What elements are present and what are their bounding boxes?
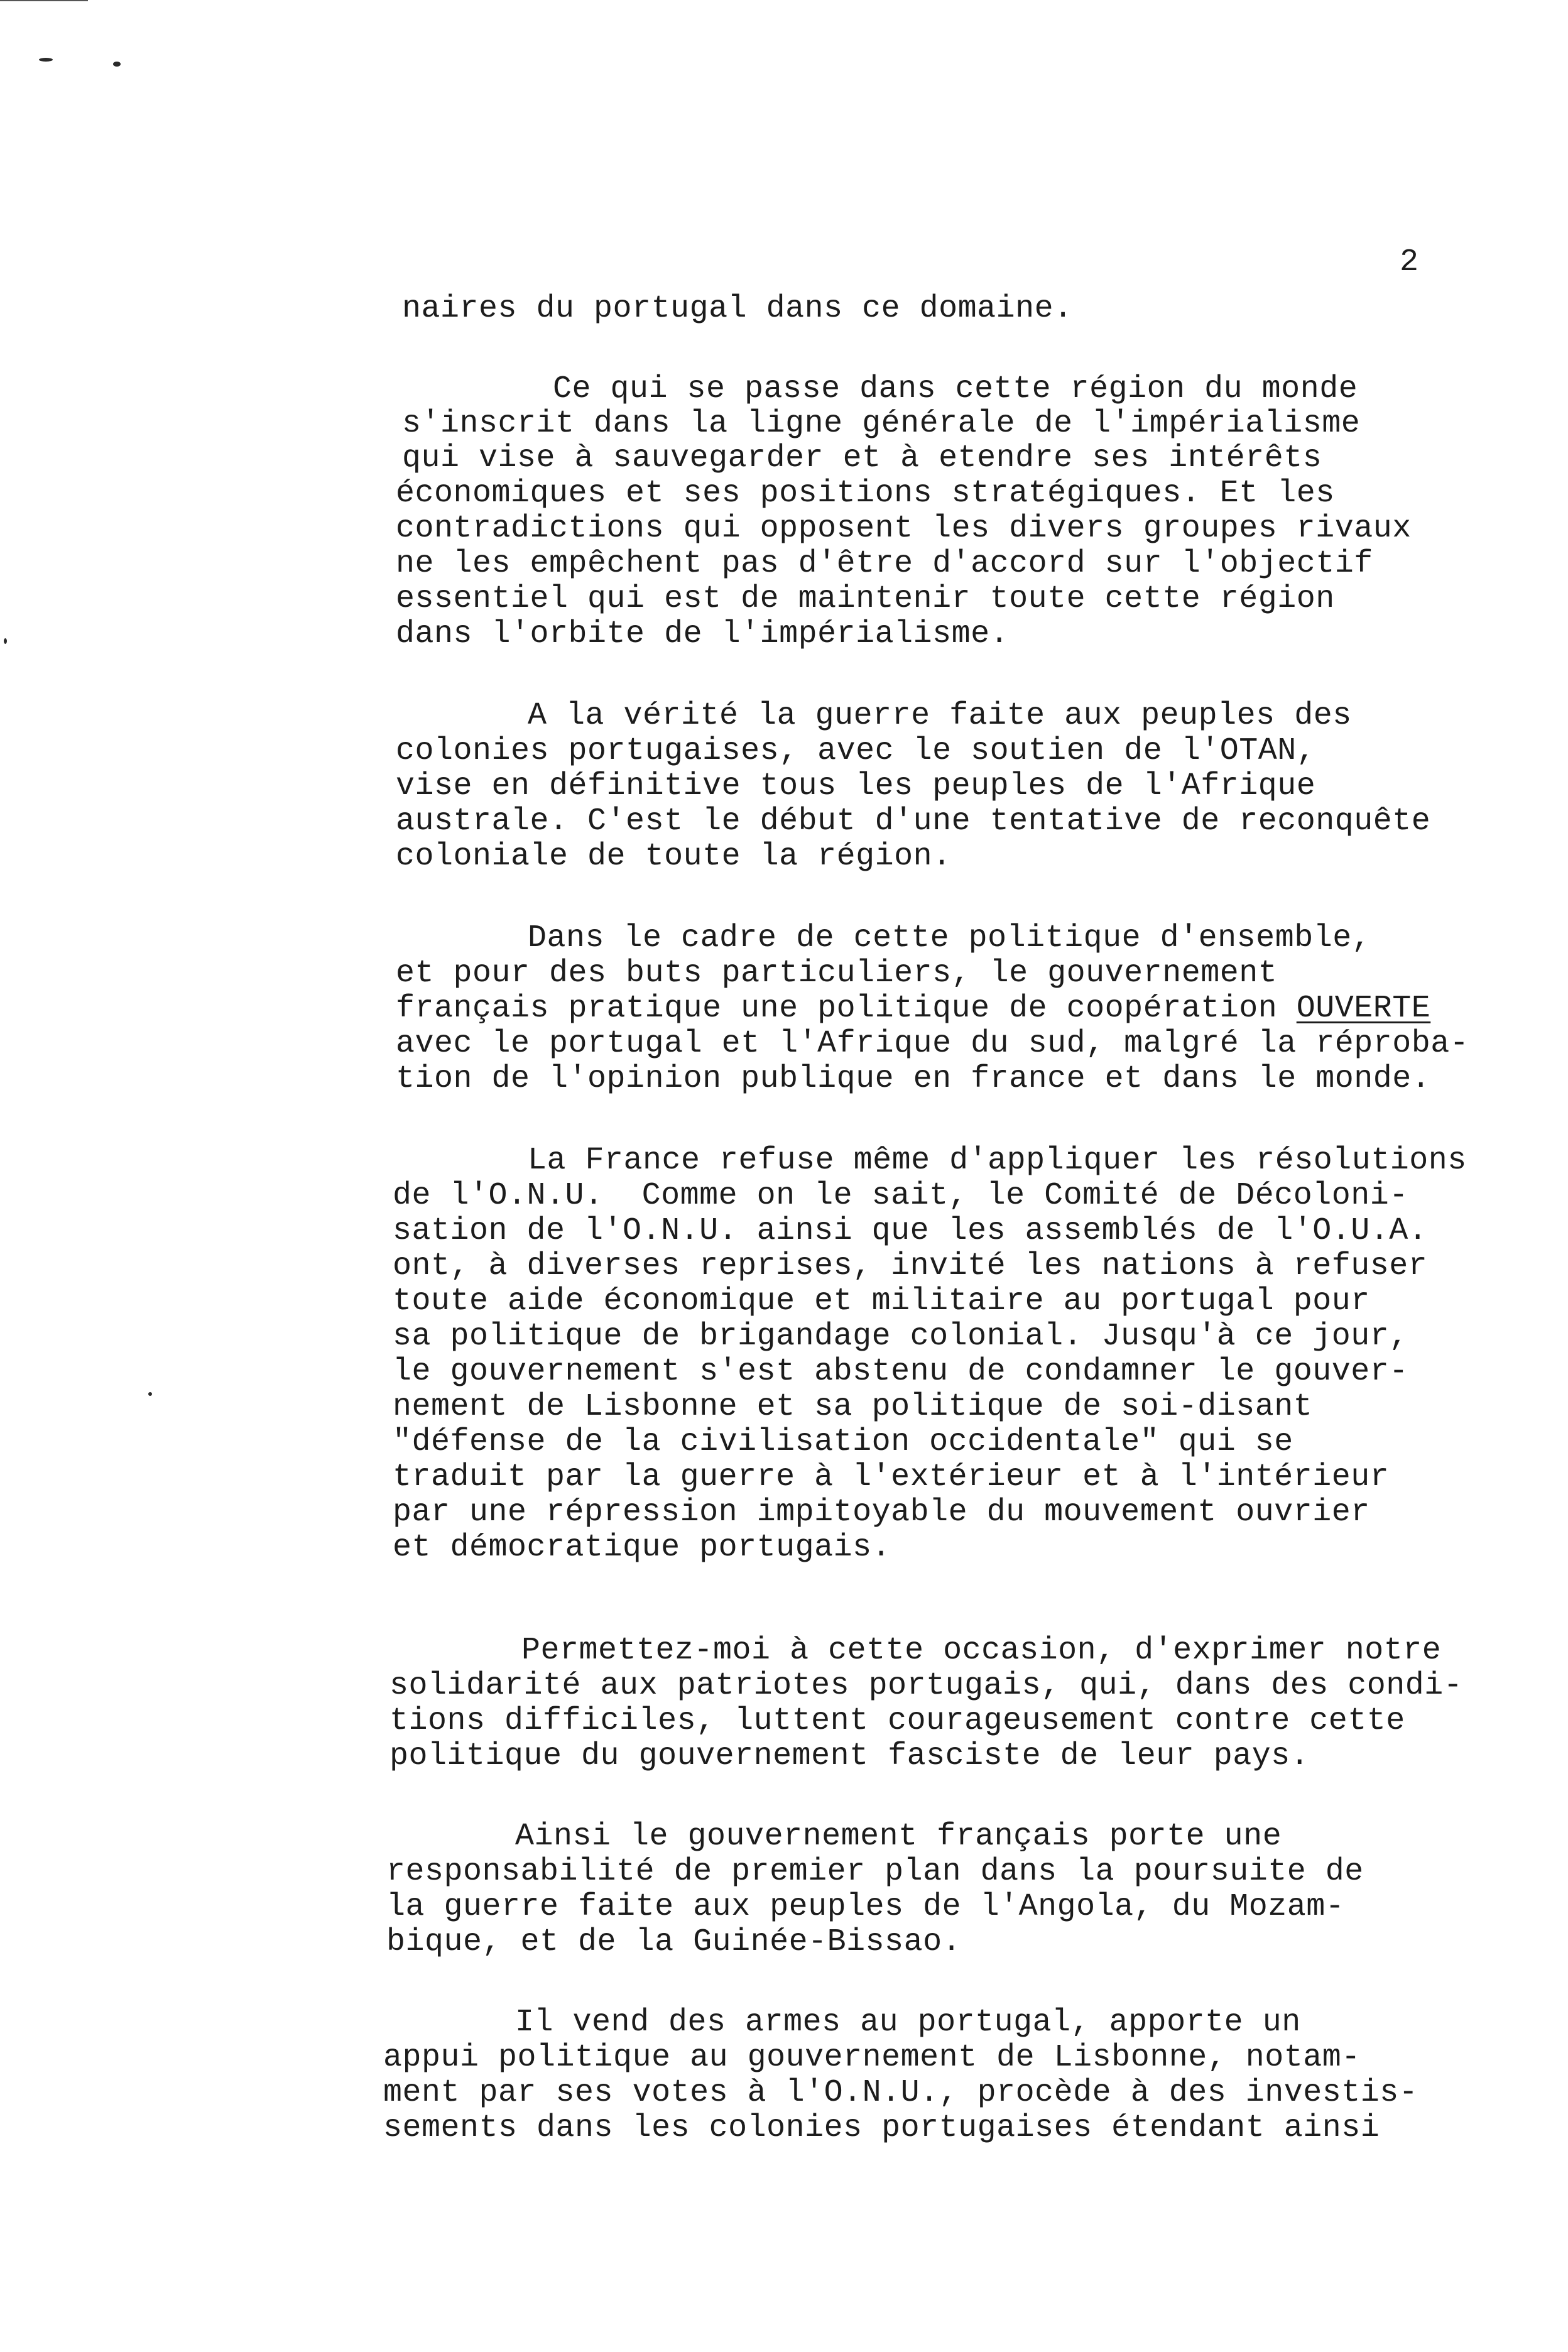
text-line: tion de l'opinion publique en france et dans le monde. bbox=[396, 1061, 1431, 1097]
text-line: politique du gouvernement fasciste de leur pays. bbox=[389, 1738, 1310, 1774]
text-line: australe. C'est le début d'une tentative de reconquête bbox=[396, 803, 1431, 839]
text-line: La France refuse même d'appliquer les résolutions bbox=[528, 1143, 1467, 1179]
text-line: le gouvernement s'est abstenu de condamner le gouver- bbox=[393, 1354, 1408, 1390]
scan-speck bbox=[113, 62, 121, 67]
text-line: sation de l'O.N.U. ainsi que les assemblés de l'O.U.A. bbox=[393, 1213, 1428, 1249]
text-line: toute aide économique et militaire au portugal pour bbox=[393, 1283, 1370, 1319]
emphasized-word: OUVERTE bbox=[1296, 991, 1431, 1026]
page-number: 2 bbox=[1400, 244, 1419, 280]
scan-speck bbox=[39, 58, 53, 62]
text-line: contradictions qui opposent les divers groupes rivaux bbox=[396, 511, 1412, 547]
text-line: Il vend des armes au portugal, apporte un bbox=[515, 2005, 1301, 2040]
text-line: de l'O.N.U. Comme on le sait, le Comité de Décoloni- bbox=[393, 1178, 1408, 1214]
text-line: ment par ses votes à l'O.N.U., procède à des investis- bbox=[383, 2075, 1418, 2111]
text-line: ont, à diverses reprises, invité les nations à refuser bbox=[393, 1248, 1428, 1284]
text-line: Ainsi le gouvernement français porte une bbox=[515, 1819, 1282, 1854]
text-line: la guerre faite aux peuples de l'Angola, du Mozam- bbox=[386, 1889, 1345, 1925]
text-line: solidarité aux patriotes portugais, qui, dans des condi- bbox=[389, 1668, 1463, 1704]
text-line: nement de Lisbonne et sa politique de soi-disant bbox=[393, 1389, 1313, 1425]
text-line: colonies portugaises, avec le soutien de l'OTAN, bbox=[396, 733, 1316, 769]
text-line: dans l'orbite de l'impérialisme. bbox=[396, 616, 1010, 652]
text-line: sa politique de brigandage colonial. Jusqu'à ce jour, bbox=[393, 1319, 1408, 1354]
text-line: essentiel qui est de maintenir toute cette région bbox=[396, 581, 1335, 617]
text-line: vise en définitive tous les peuples de l'Afrique bbox=[396, 768, 1316, 804]
text-line: et démocratique portugais. bbox=[393, 1530, 891, 1565]
text-line: s'inscrit dans la ligne générale de l'impérialisme bbox=[402, 406, 1361, 442]
text-line: responsabilité de premier plan dans la poursuite de bbox=[386, 1854, 1364, 1890]
text-line: économiques et ses positions stratégiques. Et les bbox=[396, 476, 1335, 511]
text-line: "défense de la civilisation occidentale" qui se bbox=[393, 1424, 1293, 1460]
text-line: par une répression impitoyable du mouvement ouvrier bbox=[393, 1494, 1370, 1530]
text-line: appui politique au gouvernement de Lisbonne, notam- bbox=[383, 2040, 1361, 2076]
scan-speck bbox=[4, 638, 7, 644]
text-line: avec le portugal et l'Afrique du sud, malgré la réproba- bbox=[396, 1026, 1469, 1062]
text-line: Permettez-moi à cette occasion, d'exprimer notre bbox=[521, 1633, 1442, 1669]
text-line: qui vise à sauvegarder et à etendre ses intérêts bbox=[402, 440, 1322, 476]
text-line-start: français pratique une politique de coopération bbox=[396, 991, 1297, 1026]
text-line: tions difficiles, luttent courageusement contre cette bbox=[389, 1703, 1405, 1739]
text-line: coloniale de toute la région. bbox=[396, 839, 952, 874]
text-line: bique, et de la Guinée-Bissao. bbox=[386, 1924, 962, 1960]
text-line: ne les empêchent pas d'être d'accord sur l'objectif bbox=[396, 546, 1373, 582]
text-line: A la vérité la guerre faite aux peuples des bbox=[528, 698, 1352, 734]
text-line: Dans le cadre de cette politique d'ensemble, bbox=[528, 920, 1371, 956]
text-line: et pour des buts particuliers, le gouvernement bbox=[396, 956, 1278, 991]
text-line: traduit par la guerre à l'extérieur et à l'intérieur bbox=[393, 1459, 1390, 1495]
text-line: naires du portugal dans ce domaine. bbox=[402, 291, 1073, 327]
text-line bbox=[396, 990, 1430, 1028]
scan-speck bbox=[148, 1392, 152, 1396]
text-line: Ce qui se passe dans cette région du monde bbox=[553, 371, 1358, 407]
scan-edge-mark bbox=[0, 0, 88, 1]
text-line: sements dans les colonies portugaises étendant ainsi bbox=[383, 2110, 1380, 2146]
